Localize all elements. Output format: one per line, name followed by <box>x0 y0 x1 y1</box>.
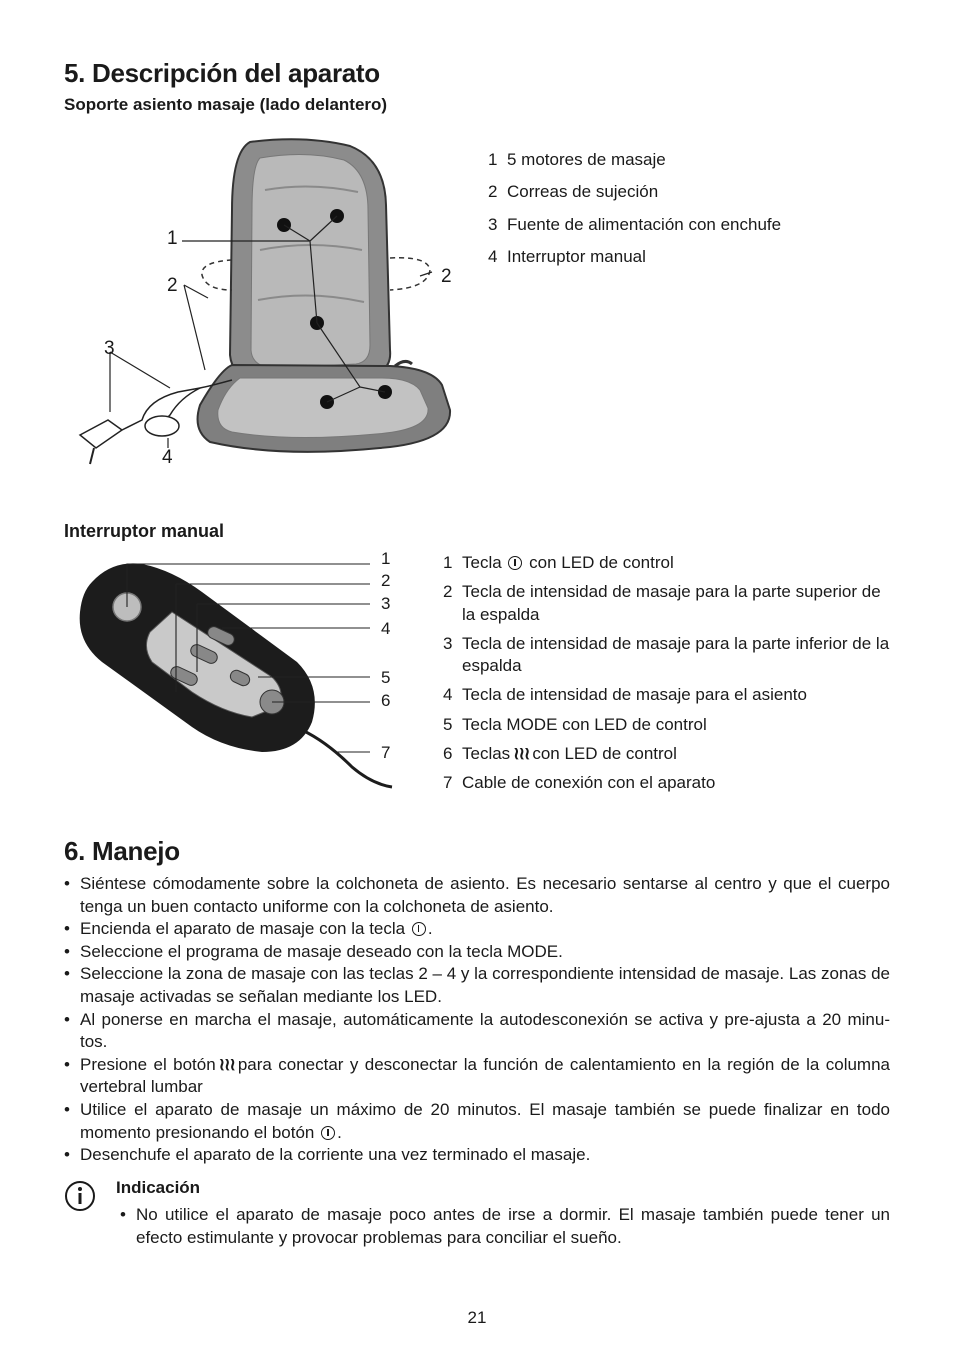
seat-callout: 2 <box>441 266 452 287</box>
list-item: 7 Cable de conexión con el aparato <box>443 772 716 792</box>
list-item: • Presione el botón ≀≀≀ para conectar y desconectar la función de calentamiento en la región de la columna vertebral lumbar <box>64 1054 890 1099</box>
instructions-list <box>64 873 890 1167</box>
list-item: 1 5 motores de masaje <box>488 150 666 169</box>
heat-symbol-icon: ≀≀≀ <box>218 1054 235 1074</box>
list-item: • Encienda el aparato de masaje con la tecla . <box>64 918 890 941</box>
remote-callout: 3 <box>381 594 391 613</box>
list-item: 3 Tecla de intensidad de masaje para la parte inferior de la espalda <box>443 633 890 676</box>
section-6-title: 6. Manejo <box>64 836 180 866</box>
section-5-title: 5. Descripción del aparato <box>64 58 380 88</box>
remote-callout: 4 <box>381 619 391 638</box>
list-item: • No utilice el aparato de masaje poco antes de irse a dormir. El masaje también puede tener un efecto estimulante y provocar problemas para conciliar el sueño. <box>120 1204 890 1249</box>
list-item: 2 Tecla de intensidad de masaje para la parte superior de la espalda <box>443 582 881 624</box>
remote-callout: 6 <box>381 691 391 710</box>
list-item: 4 Tecla de intensidad de masaje para el asiento <box>443 685 807 705</box>
list-item: • Seleccione la zona de masaje con las teclas 2 – 4 y la correspondiente intensidad de masaje. Las zonas de masaje activadas se señalan mediante los LED. <box>64 963 890 1008</box>
remote-callout: 7 <box>381 743 391 762</box>
info-icon <box>64 1180 96 1212</box>
seat-illustration <box>60 130 470 480</box>
list-item: • Desenchufe el aparato de la corriente una vez terminado el masaje. <box>64 1144 890 1167</box>
seat-callout: 1 <box>167 228 178 249</box>
list-item: 2 Correas de sujeción <box>488 182 659 202</box>
remote-subtitle: Interruptor manual <box>64 521 225 541</box>
power-adapter-shape <box>80 420 122 448</box>
seat-legend <box>488 144 781 273</box>
power-symbol-icon <box>508 556 522 570</box>
list-item: 1 Tecla con LED de control <box>443 553 674 572</box>
strap-right <box>390 258 430 290</box>
power-symbol-icon <box>412 922 426 936</box>
hand-switch-shape <box>145 416 179 436</box>
page-number: 21 <box>467 1308 487 1327</box>
list-item: 3 Fuente de alimentación con enchufe <box>488 214 782 234</box>
list-item: • Utilice el aparato de masaje un máximo de 20 minutos. El masaje también se puede finalizar en todo momento presionando el botón . <box>64 1099 890 1144</box>
list-item: • Al ponerse en marcha el masaje, automáticamente la autodesconexión se activa y pre-ajusta a 20 minu-tos. <box>64 1009 890 1054</box>
list-item: 6 Teclas ≀≀≀ con LED de control <box>443 743 677 763</box>
power-symbol-icon <box>321 1126 335 1140</box>
list-item: 4 Interruptor manual <box>488 246 646 266</box>
remote-illustration <box>72 552 407 792</box>
note-list <box>120 1204 890 1249</box>
strap-left <box>202 260 232 290</box>
note-title: Indicación <box>116 1178 201 1197</box>
remote-callout: 1 <box>381 549 391 568</box>
seat-bottom-pad <box>218 378 428 438</box>
seat-callout: 4 <box>162 447 173 468</box>
remote-callout: 2 <box>381 571 391 590</box>
list-item: 5 Tecla MODE con LED de control <box>443 714 707 734</box>
seat-callout: 2 <box>167 275 178 296</box>
seat-callout: 3 <box>104 338 115 359</box>
seat-subtitle: Soporte asiento masaje (lado delantero) <box>64 95 388 114</box>
list-item: • Siéntese cómodamente sobre la colchoneta de asiento. Es necesario sentarse al centro y que el cuerpo tenga un buen contacto uniforme con la colchoneta de asiento. <box>64 873 890 918</box>
list-item: • Seleccione el programa de masaje deseado con la tecla MODE. <box>64 941 890 964</box>
remote-legend <box>443 552 893 794</box>
heat-symbol-icon: ≀≀≀ <box>513 743 530 763</box>
remote-callout: 5 <box>381 668 391 687</box>
